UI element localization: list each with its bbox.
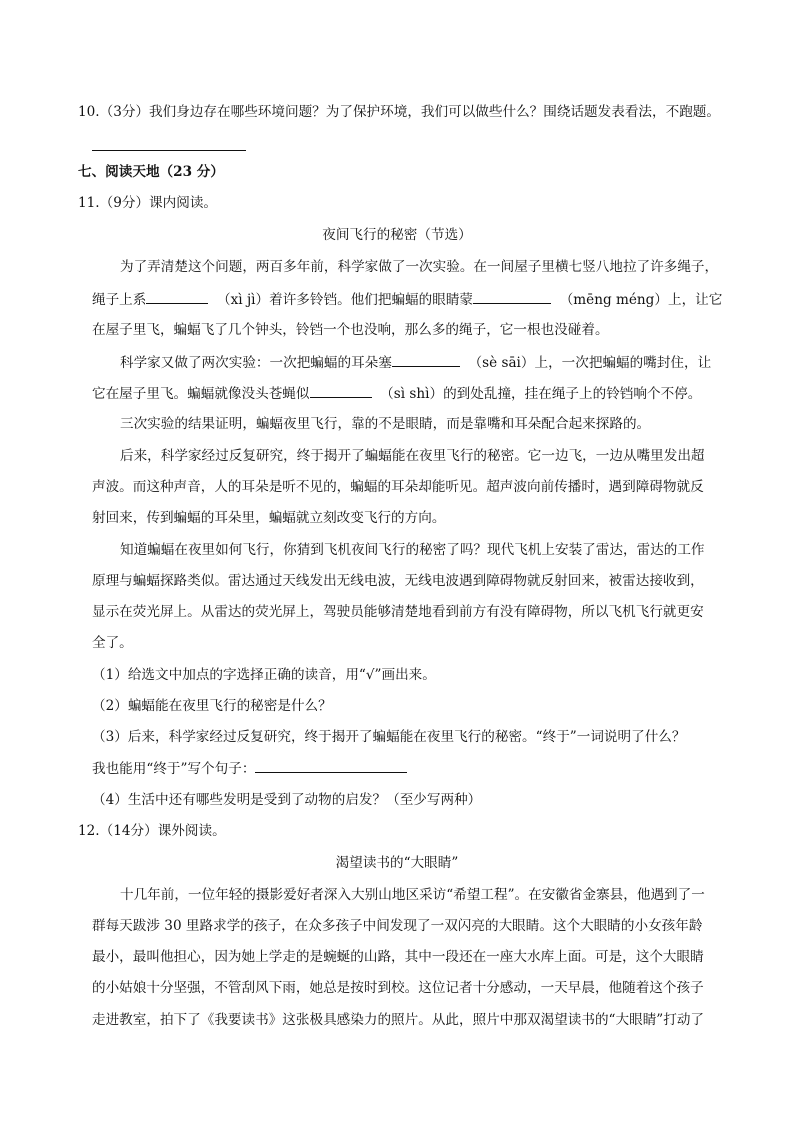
- passage-1-line: 射回来，传到蝙蝠的耳朵里，蝙蝠就立刻改变飞行的方向。: [92, 510, 446, 526]
- passage-2-line: 群每天跋涉 30 里路求学的孩子，在众多孩子中间发现了一双闪亮的大眼睛。这个大眼睛的小女孩年龄: [92, 918, 703, 934]
- passage-1-line: 显示在荧光屏上。从雷达的荧光屏上，驾驶员能够清楚地看到前方有没有障碍物，所以飞机飞行就更安: [92, 604, 704, 620]
- subquestion-2: （2）蝙蝠能在夜里飞行的秘密是什么？: [92, 698, 332, 714]
- passage-1-line: 声波。而这种声音，人的耳朵是听不见的，蝙蝠的耳朵却能听见。超声波向前传播时，遇到障碍物就反: [92, 479, 704, 495]
- question-12-label: 12.（14分）课外阅读。: [78, 823, 226, 839]
- blank[interactable]: [392, 352, 460, 367]
- passage-1-line: 原理与蝙蝠探路类似。雷达通过天线发出无线电波，无线电波遇到障碍物就反射回来，被雷达接收到，: [92, 573, 704, 589]
- passage-1-line: 它在屋子里飞。蝙蝠就像没头苍蝇似 （sì shì）的到处乱撞，挂在绳子上的铃铛响个不停。: [92, 383, 701, 404]
- passage-1-line: 后来，科学家经过反复研究，终于揭开了蝙蝠能在夜里飞行的秘密。它一边飞，一边从嘴里发出超: [120, 448, 705, 464]
- blank[interactable]: [146, 289, 208, 304]
- passage-1-line: 在屋子里飞，蝙蝠飞了几个钟头，铃铛一个也没响，那么多的绳子，它一根也没碰着。: [92, 322, 609, 338]
- passage-1-line: 全了。: [92, 635, 133, 651]
- passage-2-title: 渴望读书的“大眼睛”: [335, 855, 459, 871]
- passage-1-line: 三次实验的结果证明，蝙蝠夜里飞行，靠的不是眼睛，而是靠嘴和耳朵配合起来探路的。: [120, 416, 651, 432]
- passage-2-line: 走进教室，拍下了《我要读书》这张极具感染力的照片。从此，照片中那双渴望读书的“大眼睛”打动了: [92, 1012, 705, 1028]
- passage-2-line: 的小姑娘十分坚强，不管刮风下雨，她总是按时到校。这位记者十分感动，一天早晨，他随着这个孩子: [92, 980, 704, 996]
- answer-blank-q10[interactable]: [92, 136, 246, 157]
- question-10: 10.（3分）我们身边存在哪些环境问题？为了保护环境，我们可以做些什么？围绕话题发表看法，不跑题。: [78, 104, 720, 120]
- answer-blank-sentence[interactable]: [255, 758, 407, 773]
- subquestion-3-sentence: 我也能用“终于”写个句子：: [92, 758, 407, 779]
- subquestion-3: （3）后来，科学家经过反复研究，终于揭开了蝙蝠能在夜里飞行的秘密。“终于”一词说明了什么？: [92, 729, 686, 745]
- subquestion-1: （1）给选文中加点的字选择正确的读音，用“√”画出来。: [92, 667, 436, 683]
- blank[interactable]: [473, 289, 551, 304]
- section-7-title: 七、阅读天地（23 分）: [78, 164, 224, 180]
- subquestion-4: （4）生活中还有哪些发明是受到了动物的启发？（至少写两种）: [92, 792, 482, 808]
- question-11-label: 11.（9分）课内阅读。: [78, 195, 218, 211]
- blank[interactable]: [310, 383, 372, 398]
- passage-2-line: 十几年前，一位年轻的摄影爱好者深入大别山地区采访“希望工程”。在安徽省金寨县，他遇到了一: [120, 887, 705, 903]
- passage-1-line: 科学家又做了两次实验：一次把蝙蝠的耳朵塞 （sè sāi）上，一次把蝙蝠的嘴封住，让: [120, 352, 711, 373]
- passage-1-line: 为了弄清楚这个问题，两百多年前，科学家做了一次实验。在一间屋子里横七竖八地拉了许多绳子，: [120, 259, 719, 275]
- passage-1-title: 夜间飞行的秘密（节选）: [322, 227, 472, 243]
- passage-1-line: 知道蝙蝠在夜里如何飞行，你猜到飞机夜间飞行的秘密了吗？现代飞机上安装了雷达，雷达的工作: [120, 542, 705, 558]
- passage-2-line: 最小，最叫他担心，因为她上学走的是蜿蜒的山路，其中一段还在一座大水库上面。可是，这个大眼睛: [92, 949, 704, 965]
- passage-1-line: 绳子上系 （xì jì）着许多铃铛。他们把蝙蝠的眼睛蒙 （mēng méng）上，让它: [92, 289, 722, 310]
